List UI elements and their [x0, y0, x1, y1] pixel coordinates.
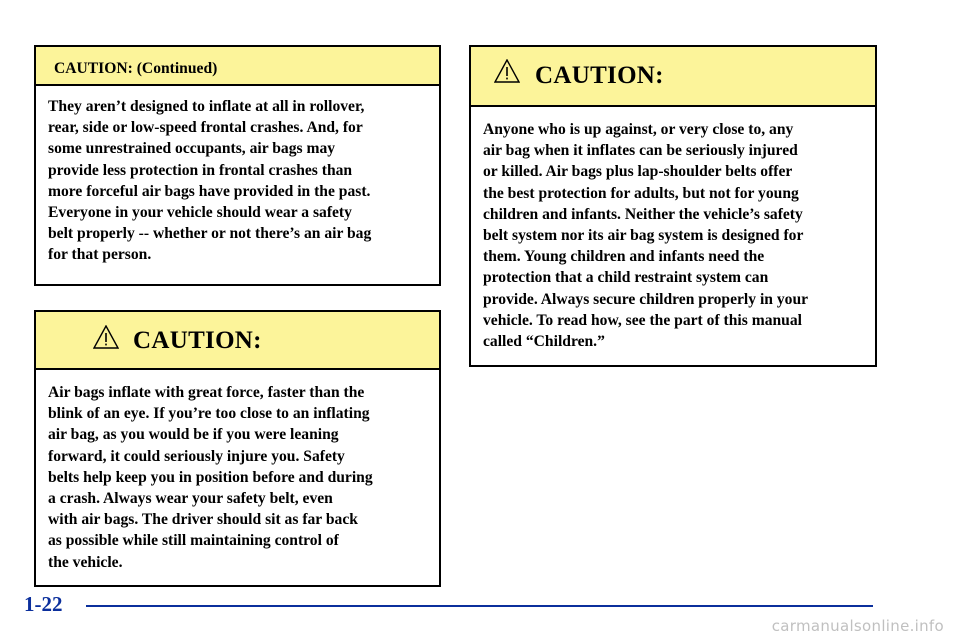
caution-continued-body	[36, 86, 439, 266]
warning-triangle-icon	[93, 325, 119, 349]
footer-divider	[86, 605, 873, 607]
caution-continued-box	[34, 45, 441, 286]
caution-continued-text: They aren’t designed to inflate at all in rollover, rear, side or low‑speed frontal crashes. And, for some unrestrained occupants, air bags may provide less protection in frontal crashes than more forceful air bags have provided in the past. Everyone in your vehicle should wear a safety belt properly ‑‑ whether or not there’s an air bag for that person.	[48, 98, 372, 264]
caution-box-left-body	[36, 370, 439, 573]
caution-box-right-title: CAUTION:	[535, 62, 664, 89]
watermark: carmanualsonline.info	[771, 617, 944, 635]
caution-box-left-text: Air bags inflate with great force, faster than the blink of an eye. If you’re too close to an inflating air bag, as you would be if you were leaning forward, it could seriously injure you. Safety belts help keep you in position before and during a crash. Always wear your safety belt, even with air bags. The driver should sit as far back as possible while still maintaining control of the vehicle.	[48, 384, 373, 571]
caution-box-left-title: CAUTION:	[133, 327, 262, 354]
caution-continued-header	[36, 47, 439, 86]
caution-box-right-body	[471, 107, 875, 352]
caution-box-left	[34, 310, 441, 587]
caution-box-right	[469, 45, 877, 367]
caution-box-left-header	[36, 312, 439, 370]
caution-box-right-header	[471, 47, 875, 107]
caution-box-right-text: Anyone who is up against, or very close to, any air bag when it inflates can be seriously injured or killed. Air bags plus lap‑shoulder belts offer the best protection for adults, but not for young children and infants. Neither the vehicle’s safety belt system nor its air bag system is designed for them. Young children and infants need the protection that a child restraint system can provide. Always secure children properly in your vehicle. To read how, see the part of this manual called “Children.”	[483, 121, 809, 351]
warning-triangle-icon	[494, 59, 520, 83]
caution-continued-title: CAUTION: (Continued)	[54, 60, 218, 77]
page-number: 1-22	[24, 592, 63, 616]
